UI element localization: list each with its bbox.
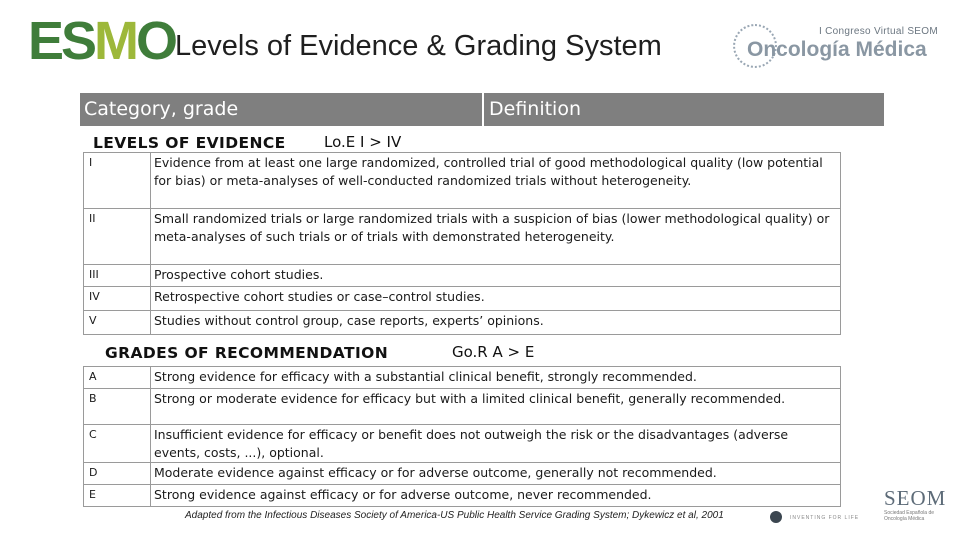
table-row — [84, 367, 841, 389]
definition-cell: Strong or moderate evidence for efficacy but with a limited clinical benefit, generally recommended. — [151, 389, 841, 425]
grade-cell: III — [84, 265, 151, 287]
definition-cell: Insufficient evidence for efficacy or benefit does not outweigh the risk or the disadvantages (adverse events, costs, ...), optional. — [151, 425, 841, 463]
esmo-logo-letter-e: E — [28, 11, 63, 71]
esmo-logo-letter-s: S — [61, 11, 96, 71]
grade-cell: V — [84, 311, 151, 335]
seom-logo-text: SEOM — [884, 486, 947, 510]
header-category-grade: Category, grade — [84, 98, 239, 120]
table-row — [84, 311, 841, 335]
table-row — [84, 265, 841, 287]
table-row — [84, 287, 841, 311]
definition-cell: Moderate evidence against efficacy or for adverse outcome, generally not recommended. — [151, 463, 841, 485]
definition-cell: Small randomized trials or large randomized trials with a suspicion of bias (lower methodological quality) or meta-analyses of such trials or of trials with demonstrated heterogeneity. — [151, 209, 841, 265]
esmo-logo — [28, 11, 177, 71]
congress-name: Oncología Médica — [747, 38, 927, 61]
grade-cell: II — [84, 209, 151, 265]
header-definition: Definition — [489, 98, 582, 120]
grades-note: Go.R A > E — [452, 343, 535, 361]
congress-logo — [733, 22, 943, 84]
footnote: Adapted from the Infectious Diseases Society of America-US Public Health Service Grading System; Dykewicz et al, 2001 — [185, 510, 724, 521]
grade-cell: IV — [84, 287, 151, 311]
slide-title: Levels of Evidence & Grading System — [175, 30, 662, 62]
definition-cell: Evidence from at least one large randomized, controlled trial of good methodological quality (low potential for bias) or meta-analyses of well-conducted randomized trials without heterogeneity. — [151, 153, 841, 209]
table-row — [84, 389, 841, 425]
definition-cell: Studies without control group, case reports, experts’ opinions. — [151, 311, 841, 335]
grade-cell: C — [84, 425, 151, 463]
grade-cell: I — [84, 153, 151, 209]
grade-cell: D — [84, 463, 151, 485]
grade-cell: B — [84, 389, 151, 425]
levels-table — [83, 152, 841, 335]
table-row — [84, 463, 841, 485]
table-row — [84, 153, 841, 209]
table-row — [84, 425, 841, 463]
esmo-logo-letter-o: O — [136, 11, 177, 71]
definition-cell: Strong evidence for efficacy with a substantial clinical benefit, strongly recommended. — [151, 367, 841, 389]
seom-logo-subtext: Sociedad Española de Oncología Médica — [884, 510, 935, 522]
header-divider — [482, 93, 484, 126]
table-row — [84, 485, 841, 507]
congress-subtitle: I Congreso Virtual SEOM — [819, 26, 938, 37]
grade-cell: A — [84, 367, 151, 389]
levels-note: Lo.E I > IV — [324, 133, 402, 151]
grade-cell: E — [84, 485, 151, 507]
sponsor-logo — [770, 509, 860, 527]
definition-cell: Prospective cohort studies. — [151, 265, 841, 287]
table-header-bar — [80, 93, 884, 126]
esmo-logo-letter-m: M — [94, 11, 137, 71]
grades-table — [83, 366, 841, 507]
definition-cell: Retrospective cohort studies or case–control studies. — [151, 287, 841, 311]
definition-cell: Strong evidence against efficacy or for adverse outcome, never recommended. — [151, 485, 841, 507]
table-row — [84, 209, 841, 265]
seom-logo — [878, 486, 948, 528]
grades-title: GRADES OF RECOMMENDATION — [105, 344, 389, 362]
sponsor-mark-icon — [770, 511, 782, 523]
sponsor-text: INVENTING FOR LIFE — [790, 515, 860, 521]
levels-title: LEVELS OF EVIDENCE — [93, 134, 286, 152]
